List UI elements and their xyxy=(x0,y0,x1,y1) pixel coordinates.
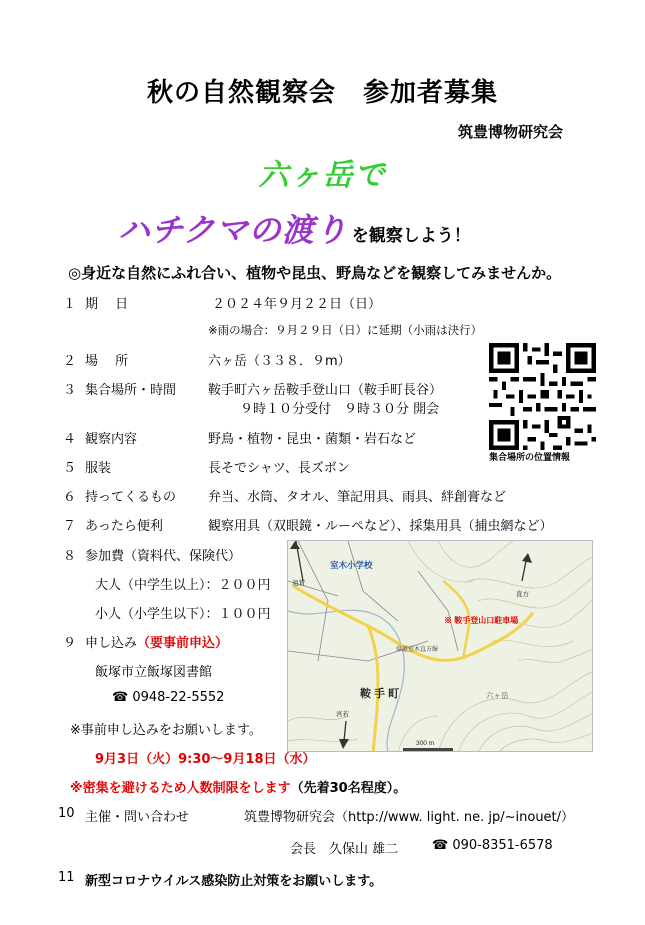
map-mountain-label: 六ヶ岳 xyxy=(486,691,509,700)
item-3-label: 集合場所・時間 xyxy=(85,383,177,398)
map-town-label: 鞍 手 町 xyxy=(360,688,400,700)
item-2-num: ２ xyxy=(63,354,77,369)
item-1-label: 期 日 xyxy=(85,297,129,312)
apply-limit: ※密集を避けるため人数制限をします（先着30名程度）。 xyxy=(70,781,407,796)
location-map[interactable] xyxy=(287,540,593,752)
item-11-label: 新型コロナウイルス感染防止対策をお願いします。 xyxy=(85,874,383,889)
item-9-num: ９ xyxy=(63,636,77,651)
item-11-num: 11 xyxy=(58,870,75,885)
qr-caption: 集合場所の位置情報 xyxy=(489,453,571,463)
item-5-label: 服装 xyxy=(85,461,112,476)
map-school-label: 室木小学校 xyxy=(330,560,373,570)
item-1-value: ２０２４年９月２２日（日） xyxy=(212,297,382,312)
map-parking-label: ※ 鞍手登山口駐車場 xyxy=(444,616,519,625)
item-7-num: ７ xyxy=(63,519,77,534)
page-title: 秋の自然観察会 参加者募集 xyxy=(146,78,498,108)
headline-rest: を観察しよう！ xyxy=(351,226,471,246)
item-5-value: 長そでシャツ、長ズボン xyxy=(208,461,350,476)
headline-location: 六ヶ岳で xyxy=(258,158,387,193)
item-6-value: 弁当、水筒、タオル、筆記用具、雨具、絆創膏など xyxy=(208,490,506,505)
item-3-time: ９時１０分受付 ９時３０分 開会 xyxy=(240,402,440,417)
apply-note: ※事前申し込みをお願いします。 xyxy=(70,723,262,738)
fee-child: 小人（小学生以下）：１００円 xyxy=(95,607,271,622)
map-to-miyawaka: 宮若 xyxy=(336,711,349,718)
item-10-num: 10 xyxy=(58,806,75,821)
item-8-label: 参加費（資料代、保険代） xyxy=(85,549,242,564)
map-scale-label: 300 m xyxy=(416,740,435,747)
contact-phone: ☎ 090-8351-6578 xyxy=(432,838,553,853)
item-9-label: 申し込み（要事前申込） xyxy=(85,636,229,651)
item-2-label: 場 所 xyxy=(85,354,129,369)
item-1-num: １ xyxy=(63,297,77,312)
item-3-value: 鞍手町六ヶ岳鞍手登山口（鞍手町長谷） xyxy=(208,383,443,398)
phone-icon: ☎ xyxy=(112,690,129,705)
contact-chair: 会長 久保山 雄二 xyxy=(290,842,399,857)
headline-hachikuma: ハチクマの渡り xyxy=(118,211,348,249)
item-7-value: 観察用具（双眼鏡・ルーペなど）、採集用具（捕虫網など） xyxy=(208,519,553,534)
intro-text: ◎身近な自然にふれ合い、植物や昆虫、野鳥などを観察してみませんか。 xyxy=(68,264,562,282)
apply-phone: ☎ 0948-22-5552 xyxy=(112,690,225,705)
map-road-label: 県道室木直方線 xyxy=(396,647,439,653)
item-4-value: 野鳥・植物・昆虫・菌類・岩石など xyxy=(208,432,417,447)
contact-value: 筑豊博物研究会（http://www. light. ne. jp/~inouet/） xyxy=(244,810,575,825)
apply-period: 9月3日（火）9:30～9月18日（水） xyxy=(95,752,316,767)
item-2-value: 六ヶ岳（３３８．９m） xyxy=(208,354,351,369)
phone-icon: ☎ xyxy=(432,838,449,853)
item-10-label: 主催・問い合わせ xyxy=(85,810,190,825)
organizer-header: 筑豊博物研究会 xyxy=(458,123,564,141)
item-6-label: 持ってくるもの xyxy=(85,490,177,505)
item-6-num: ６ xyxy=(63,490,77,505)
item-7-label: あったら便利 xyxy=(85,519,163,534)
headline-main xyxy=(118,205,471,251)
apply-place: 飯塚市立飯塚図書館 xyxy=(95,665,213,680)
map-to-nogata: 直方 xyxy=(516,591,529,598)
qr-code[interactable] xyxy=(489,343,596,450)
item-5-num: ５ xyxy=(63,461,77,476)
item-4-label: 観察内容 xyxy=(85,432,138,447)
item-1-note: ※雨の場合：９月２９日（日）に延期（小雨は決行） xyxy=(208,323,483,337)
item-3-num: ３ xyxy=(63,383,77,398)
apply-required: （要事前申込） xyxy=(137,636,229,651)
map-to-onga: 遠賀 xyxy=(292,580,305,587)
item-4-num: ４ xyxy=(63,432,77,447)
item-8-num: ８ xyxy=(63,549,77,564)
fee-adult: 大人（中学生以上）：２００円 xyxy=(95,578,271,593)
